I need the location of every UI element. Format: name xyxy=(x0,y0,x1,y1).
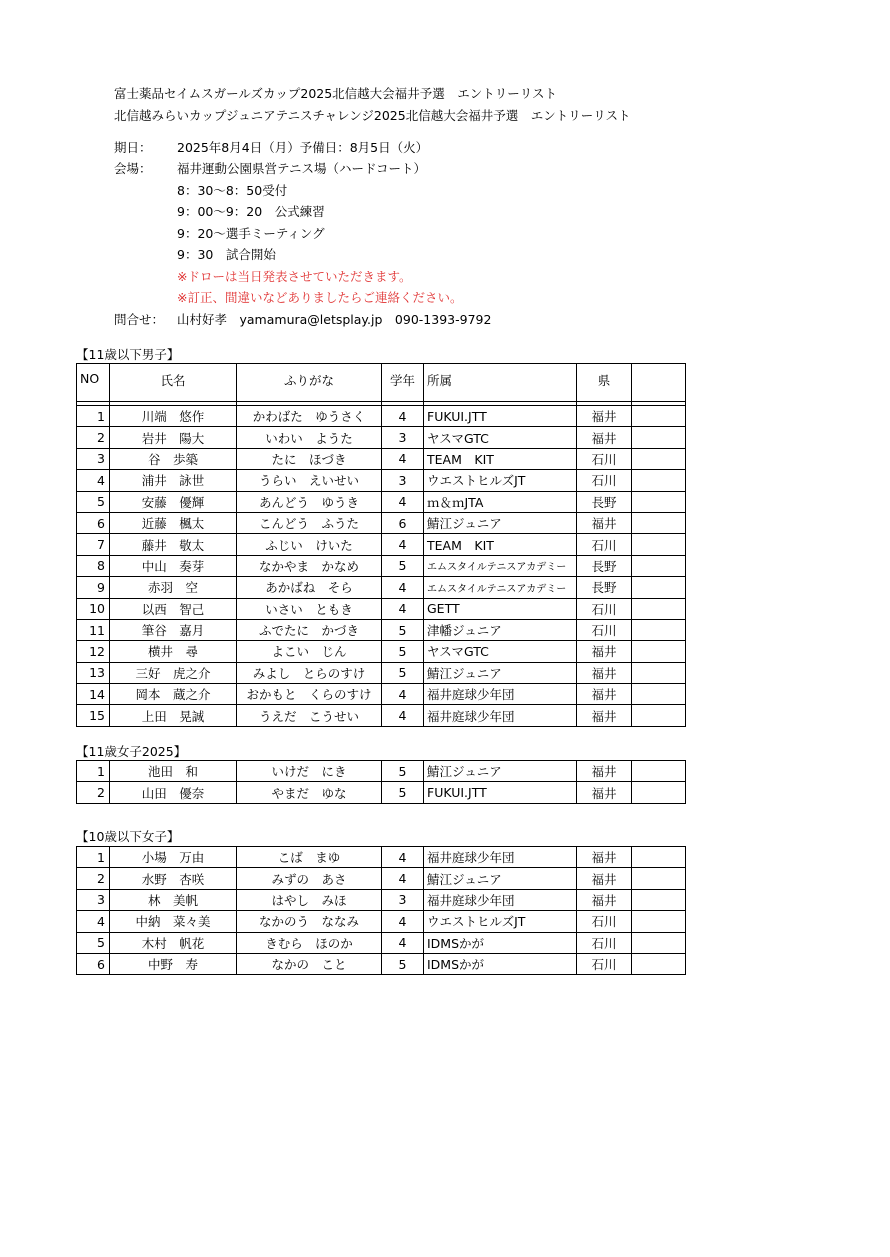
player-name: 小場 万由 xyxy=(110,847,237,868)
player-grade: 5 xyxy=(382,953,424,974)
section-title-boys-u11: 【11歳以下男子】 xyxy=(76,347,180,362)
player-grade: 5 xyxy=(382,662,424,683)
blank-cell xyxy=(632,619,686,640)
player-kana: かわばた ゆうさく xyxy=(237,406,382,427)
table-row xyxy=(77,427,686,448)
entry-no: 13 xyxy=(77,662,110,683)
player-grade: 5 xyxy=(382,641,424,662)
player-kana: きむら ほのか xyxy=(237,932,382,953)
player-grade: 5 xyxy=(382,761,424,782)
table-row xyxy=(77,705,686,726)
blank-cell xyxy=(632,641,686,662)
player-club: 福井庭球少年団 xyxy=(424,889,577,910)
section-title-girls-11: 【11歳女子2025】 xyxy=(76,744,187,759)
player-grade: 5 xyxy=(382,555,424,576)
table-row xyxy=(77,406,686,427)
player-club: TEAM KIT xyxy=(424,534,577,555)
player-name: 岡本 蔵之介 xyxy=(110,684,237,705)
player-club: ヤスマGTC xyxy=(424,641,577,662)
entry-no: 1 xyxy=(77,761,110,782)
player-prefecture: 石川 xyxy=(577,619,632,640)
player-grade: 4 xyxy=(382,534,424,555)
player-kana: たに ほづき xyxy=(237,448,382,469)
player-club: 福井庭球少年団 xyxy=(424,684,577,705)
player-prefecture: 福井 xyxy=(577,761,632,782)
table-row xyxy=(77,684,686,705)
entry-no: 7 xyxy=(77,534,110,555)
player-name: 林 美帆 xyxy=(110,889,237,910)
blank-cell xyxy=(632,705,686,726)
player-prefecture: 福井 xyxy=(577,705,632,726)
header-no: NO xyxy=(77,364,110,402)
header-pref: 県 xyxy=(577,364,632,402)
player-grade: 4 xyxy=(382,406,424,427)
player-grade: 3 xyxy=(382,470,424,491)
table-row xyxy=(77,868,686,889)
header-grade: 学年 xyxy=(382,364,424,402)
table-row xyxy=(77,534,686,555)
player-prefecture: 福井 xyxy=(577,427,632,448)
blank-cell xyxy=(632,868,686,889)
player-grade: 4 xyxy=(382,705,424,726)
document-title-2: 北信越みらいカップジュニアテニスチャレンジ2025北信越大会福井予選 エントリーリスト xyxy=(114,108,631,123)
player-prefecture: 石川 xyxy=(577,470,632,491)
venue-value: 福井運動公園県営テニス場（ハードコート） xyxy=(177,161,427,176)
player-prefecture: 福井 xyxy=(577,641,632,662)
table-row xyxy=(77,598,686,619)
header-kana: ふりがな xyxy=(237,364,382,402)
blank-cell xyxy=(632,953,686,974)
entry-no: 2 xyxy=(77,427,110,448)
table-row xyxy=(77,512,686,533)
table-row xyxy=(77,619,686,640)
schedule-practice: 9：00～9：20 公式練習 xyxy=(177,204,325,219)
player-kana: やまだ ゆな xyxy=(237,782,382,803)
player-club: ウエストヒルズJT xyxy=(424,911,577,932)
date-value: 2025年8月4日（月）予備日：8月5日（火） xyxy=(177,140,429,155)
blank-cell xyxy=(632,448,686,469)
blank-cell xyxy=(632,427,686,448)
player-grade: 4 xyxy=(382,577,424,598)
table-row xyxy=(77,641,686,662)
player-prefecture: 石川 xyxy=(577,932,632,953)
player-kana: こんどう ふうた xyxy=(237,512,382,533)
table-row xyxy=(77,782,686,803)
player-name: 池田 和 xyxy=(110,761,237,782)
schedule-match-start: 9：30 試合開始 xyxy=(177,247,276,262)
blank-cell xyxy=(632,534,686,555)
player-name: 安藤 優輝 xyxy=(110,491,237,512)
table-row xyxy=(77,555,686,576)
player-club: IDMSかが xyxy=(424,932,577,953)
section-title-girls-u10: 【10歳以下女子】 xyxy=(76,829,180,844)
player-name: 横井 尋 xyxy=(110,641,237,662)
player-kana: うえだ こうせい xyxy=(237,705,382,726)
blank-cell xyxy=(632,782,686,803)
player-name: 以西 智己 xyxy=(110,598,237,619)
player-prefecture: 福井 xyxy=(577,889,632,910)
player-name: 上田 晃誠 xyxy=(110,705,237,726)
entry-no: 2 xyxy=(77,782,110,803)
entry-no: 9 xyxy=(77,577,110,598)
player-prefecture: 石川 xyxy=(577,534,632,555)
player-name: 岩井 陽大 xyxy=(110,427,237,448)
entry-table-girls-11 xyxy=(76,760,686,804)
player-kana: みよし とらのすけ xyxy=(237,662,382,683)
entry-no: 1 xyxy=(77,847,110,868)
player-prefecture: 福井 xyxy=(577,662,632,683)
document-title-1: 富士薬品セイムスガールズカップ2025北信越大会福井予選 エントリーリスト xyxy=(114,86,557,101)
player-kana: よこい じん xyxy=(237,641,382,662)
schedule-reception: 8：30～8：50受付 xyxy=(177,183,288,198)
table-row xyxy=(77,470,686,491)
entry-no: 8 xyxy=(77,555,110,576)
table-row xyxy=(77,448,686,469)
contact-label: 問合せ： xyxy=(114,312,165,327)
table-row xyxy=(77,953,686,974)
contact-value: 山村好孝 yamamura@letsplay.jp 090-1393-9792 xyxy=(177,312,492,327)
player-prefecture: 長野 xyxy=(577,491,632,512)
player-club: エムスタイルテニスアカデミー xyxy=(424,555,577,576)
blank-cell xyxy=(632,406,686,427)
player-name: 水野 杏咲 xyxy=(110,868,237,889)
player-kana: なかやま かなめ xyxy=(237,555,382,576)
table-row xyxy=(77,889,686,910)
player-prefecture: 福井 xyxy=(577,868,632,889)
table-header-row xyxy=(77,364,686,402)
player-name: 中納 菜々美 xyxy=(110,911,237,932)
table-row xyxy=(77,662,686,683)
player-kana: なかのう ななみ xyxy=(237,911,382,932)
blank-cell xyxy=(632,470,686,491)
blank-cell xyxy=(632,598,686,619)
player-club: 鯖江ジュニア xyxy=(424,512,577,533)
player-kana: いさい ともき xyxy=(237,598,382,619)
player-name: 赤羽 空 xyxy=(110,577,237,598)
player-name: 木村 帆花 xyxy=(110,932,237,953)
player-kana: ふでたに かづき xyxy=(237,619,382,640)
player-kana: あかばね そら xyxy=(237,577,382,598)
player-prefecture: 福井 xyxy=(577,782,632,803)
player-name: 中山 奏芽 xyxy=(110,555,237,576)
player-club: ヤスマGTC xyxy=(424,427,577,448)
player-club: FUKUI.JTT xyxy=(424,782,577,803)
player-prefecture: 石川 xyxy=(577,598,632,619)
player-grade: 4 xyxy=(382,911,424,932)
blank-cell xyxy=(632,491,686,512)
blank-cell xyxy=(632,662,686,683)
entry-no: 4 xyxy=(77,470,110,491)
player-grade: 4 xyxy=(382,448,424,469)
player-kana: ふじい けいた xyxy=(237,534,382,555)
entry-no: 3 xyxy=(77,448,110,469)
entry-no: 6 xyxy=(77,953,110,974)
blank-cell xyxy=(632,911,686,932)
player-name: 三好 虎之介 xyxy=(110,662,237,683)
entry-no: 12 xyxy=(77,641,110,662)
entry-no: 1 xyxy=(77,406,110,427)
blank-cell xyxy=(632,555,686,576)
player-club: IDMSかが xyxy=(424,953,577,974)
player-kana: こば まゆ xyxy=(237,847,382,868)
player-club: 福井庭球少年団 xyxy=(424,847,577,868)
player-club: 鯖江ジュニア xyxy=(424,761,577,782)
player-grade: 3 xyxy=(382,427,424,448)
entry-no: 5 xyxy=(77,491,110,512)
note-draw: ※ドローは当日発表させていただきます。 xyxy=(177,269,412,284)
player-grade: 5 xyxy=(382,782,424,803)
entry-no: 2 xyxy=(77,868,110,889)
entry-no: 3 xyxy=(77,889,110,910)
player-name: 近藤 楓太 xyxy=(110,512,237,533)
player-prefecture: 福井 xyxy=(577,406,632,427)
player-prefecture: 石川 xyxy=(577,911,632,932)
player-prefecture: 石川 xyxy=(577,448,632,469)
entry-no: 11 xyxy=(77,619,110,640)
blank-cell xyxy=(632,577,686,598)
player-kana: いわい ようた xyxy=(237,427,382,448)
player-name: 筆谷 嘉月 xyxy=(110,619,237,640)
player-club: エムスタイルテニスアカデミー xyxy=(424,577,577,598)
table-row xyxy=(77,847,686,868)
player-club: 鯖江ジュニア xyxy=(424,662,577,683)
player-name: 浦井 詠世 xyxy=(110,470,237,491)
player-kana: なかの こと xyxy=(237,953,382,974)
player-club: GETT xyxy=(424,598,577,619)
player-prefecture: 長野 xyxy=(577,555,632,576)
table-row xyxy=(77,761,686,782)
player-club: FUKUI.JTT xyxy=(424,406,577,427)
player-kana: うらい えいせい xyxy=(237,470,382,491)
player-name: 山田 優奈 xyxy=(110,782,237,803)
entry-no: 14 xyxy=(77,684,110,705)
player-kana: あんどう ゆうき xyxy=(237,491,382,512)
player-grade: 4 xyxy=(382,847,424,868)
player-grade: 4 xyxy=(382,932,424,953)
player-kana: みずの あさ xyxy=(237,868,382,889)
entry-table-girls-u10 xyxy=(76,846,686,975)
player-kana: はやし みほ xyxy=(237,889,382,910)
player-club: 津幡ジュニア xyxy=(424,619,577,640)
blank-cell xyxy=(632,684,686,705)
note-corrections: ※訂正、間違いなどありましたらご連絡ください。 xyxy=(177,290,463,305)
blank-cell xyxy=(632,932,686,953)
player-name: 中野 寿 xyxy=(110,953,237,974)
venue-label: 会場： xyxy=(114,161,152,176)
schedule-meeting: 9：20～選手ミーティング xyxy=(177,226,325,241)
blank-cell xyxy=(632,847,686,868)
player-grade: 4 xyxy=(382,491,424,512)
player-prefecture: 石川 xyxy=(577,953,632,974)
player-kana: おかもと くらのすけ xyxy=(237,684,382,705)
player-grade: 6 xyxy=(382,512,424,533)
player-prefecture: 福井 xyxy=(577,684,632,705)
date-label: 期日： xyxy=(114,140,152,155)
blank-cell xyxy=(632,512,686,533)
player-name: 川端 悠作 xyxy=(110,406,237,427)
entry-no: 4 xyxy=(77,911,110,932)
player-grade: 4 xyxy=(382,598,424,619)
blank-cell xyxy=(632,889,686,910)
table-row xyxy=(77,577,686,598)
player-prefecture: 福井 xyxy=(577,512,632,533)
player-prefecture: 長野 xyxy=(577,577,632,598)
player-name: 藤井 敬太 xyxy=(110,534,237,555)
player-club: ｍ＆ｍJTA xyxy=(424,491,577,512)
player-prefecture: 福井 xyxy=(577,847,632,868)
player-grade: 4 xyxy=(382,868,424,889)
header-blank xyxy=(632,364,686,402)
table-row xyxy=(77,491,686,512)
player-grade: 3 xyxy=(382,889,424,910)
player-club: TEAM KIT xyxy=(424,448,577,469)
player-name: 谷 歩築 xyxy=(110,448,237,469)
header-name: 氏名 xyxy=(110,364,237,402)
player-club: ウエストヒルズJT xyxy=(424,470,577,491)
entry-no: 10 xyxy=(77,598,110,619)
entry-no: 15 xyxy=(77,705,110,726)
entry-no: 6 xyxy=(77,512,110,533)
table-row xyxy=(77,932,686,953)
header-club: 所属 xyxy=(424,364,577,402)
entry-table-boys-u11 xyxy=(76,363,686,727)
player-grade: 5 xyxy=(382,619,424,640)
player-grade: 4 xyxy=(382,684,424,705)
player-club: 鯖江ジュニア xyxy=(424,868,577,889)
table-row xyxy=(77,911,686,932)
entry-no: 5 xyxy=(77,932,110,953)
player-club: 福井庭球少年団 xyxy=(424,705,577,726)
player-kana: いけだ にき xyxy=(237,761,382,782)
blank-cell xyxy=(632,761,686,782)
